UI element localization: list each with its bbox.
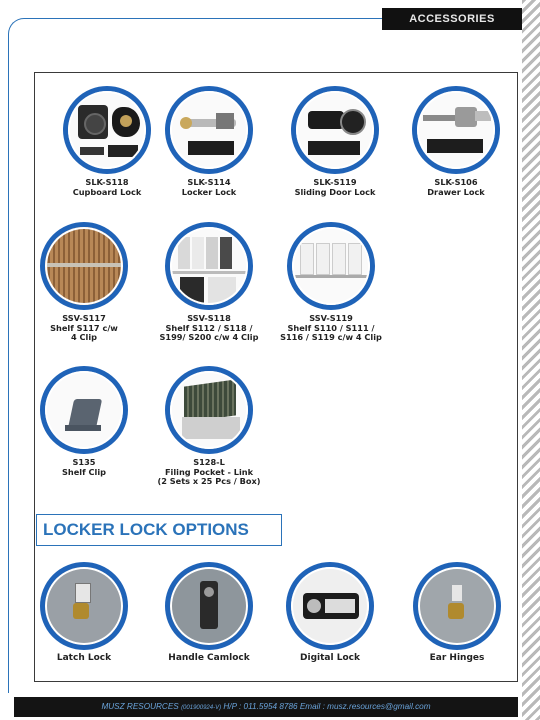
product-image	[286, 562, 374, 650]
product-locker-lock[interactable]	[149, 86, 269, 197]
product-spec: S199/ S200 c/w 4 Clip	[159, 332, 259, 342]
product-spec: 4 Clip	[70, 332, 98, 342]
product-code: S135	[72, 457, 96, 467]
product-filing-pocket[interactable]	[149, 366, 269, 487]
company-name: MUSZ RESOURCES	[101, 702, 179, 711]
option-label: Handle Camlock	[168, 653, 250, 663]
page-title: ACCESSORIES	[382, 8, 522, 30]
product-image	[287, 222, 375, 310]
product-image	[40, 562, 128, 650]
option-digital-lock[interactable]	[270, 562, 390, 664]
product-code: SSV-S119	[309, 313, 353, 323]
product-shelf-clip[interactable]	[24, 366, 144, 477]
product-ssv-s118[interactable]	[149, 222, 269, 343]
option-label: Ear Hinges	[429, 653, 485, 663]
product-image	[412, 86, 500, 174]
product-code: SLK-S118	[85, 177, 129, 187]
product-drawer-lock[interactable]	[396, 86, 516, 197]
product-name: Drawer Lock	[427, 186, 485, 197]
product-ssv-s119[interactable]	[271, 222, 391, 343]
product-image	[165, 366, 253, 454]
product-name: Locker Lock	[181, 186, 237, 197]
product-code: SLK-S119	[313, 177, 357, 187]
product-name: Shelf Clip	[62, 466, 106, 477]
option-label: Latch Lock	[56, 653, 112, 663]
product-image	[165, 562, 253, 650]
product-spec: S116 / S119 c/w 4 Clip	[280, 332, 382, 342]
product-name: Sliding Door Lock	[294, 186, 376, 197]
product-spec: Filing Pocket - Link	[164, 466, 254, 477]
option-latch-lock[interactable]	[24, 562, 144, 664]
product-image	[291, 86, 379, 174]
product-code: SSV-S118	[187, 313, 231, 323]
product-name: Cupboard Lock	[72, 186, 142, 197]
option-ear-hinges[interactable]	[397, 562, 517, 664]
footer-contact-bar	[14, 697, 518, 717]
product-code: SLK-S106	[434, 177, 478, 187]
company-registration: (001900924-V)	[181, 705, 222, 711]
option-handle-camlock[interactable]	[149, 562, 269, 664]
option-label: Digital Lock	[300, 653, 360, 663]
product-spec: Shelf S112 / S118 /	[165, 322, 253, 333]
contact-info: H/P : 011.5954 8786 Email : musz.resources@gmail.com	[223, 702, 431, 711]
product-image	[63, 86, 151, 174]
product-code: SSV-S117	[62, 313, 106, 323]
product-spec: Shelf S117 c/w	[50, 322, 118, 333]
locker-lock-options-heading: LOCKER LOCK OPTIONS	[36, 514, 282, 546]
product-image	[40, 366, 128, 454]
product-code: S128-L	[193, 457, 225, 467]
product-sliding-door-lock[interactable]	[275, 86, 395, 197]
product-ssv-s117[interactable]	[24, 222, 144, 343]
decorative-side-strip	[522, 0, 540, 720]
product-image	[165, 222, 253, 310]
product-spec: Shelf S110 / S111 /	[287, 322, 375, 333]
product-image	[40, 222, 128, 310]
product-image	[413, 562, 501, 650]
product-image	[165, 86, 253, 174]
product-code: SLK-S114	[187, 177, 231, 187]
product-spec: (2 Sets x 25 Pcs / Box)	[157, 476, 261, 486]
